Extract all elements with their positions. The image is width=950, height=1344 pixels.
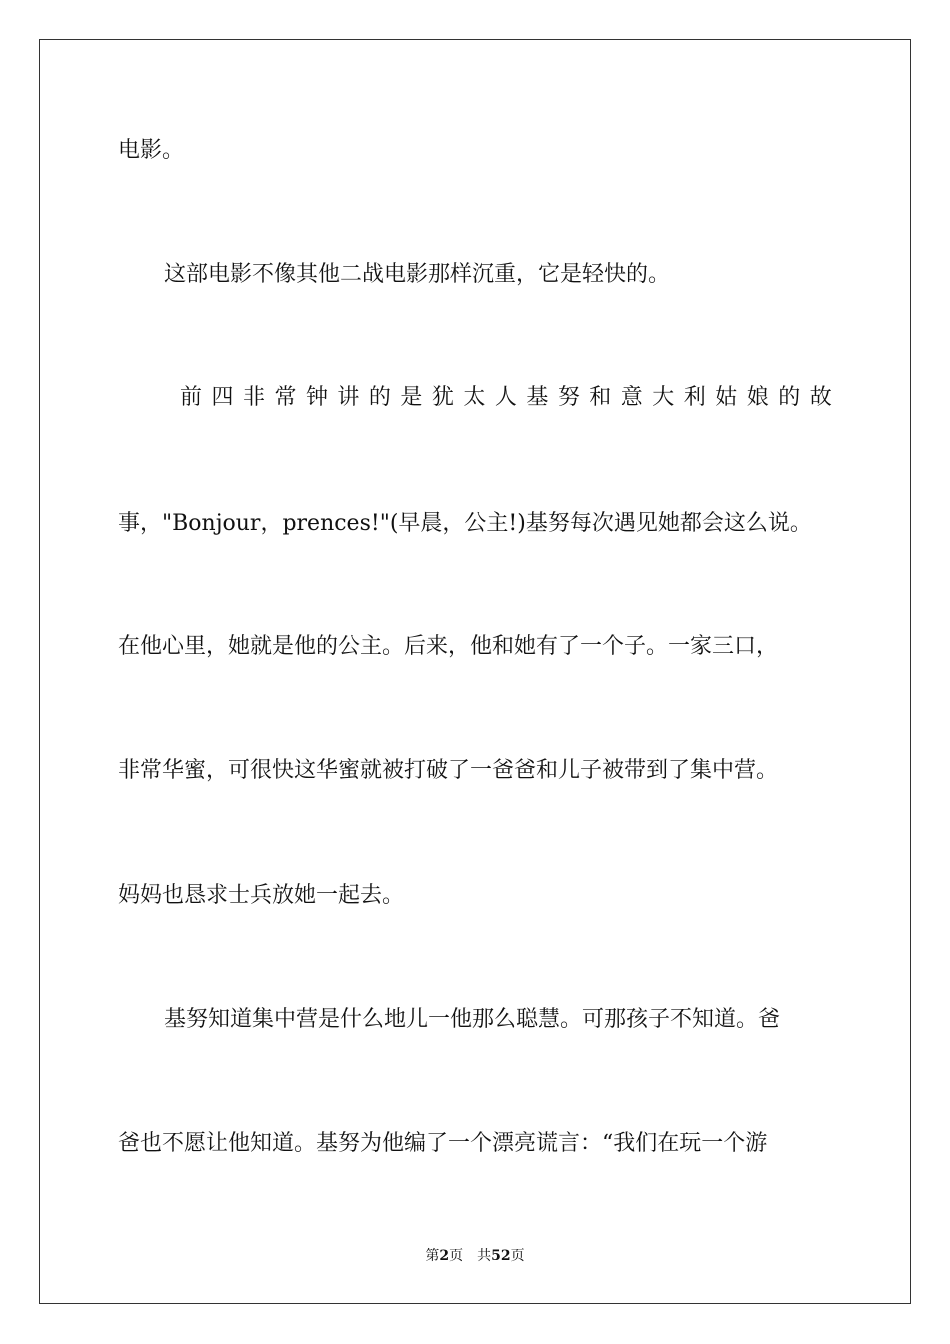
text-line-8: 基努知道集中营是什么地儿一他那么聪慧。可那孩子不知道。爸 — [164, 1007, 781, 1032]
text-line-7: 妈妈也恳求士兵放她一起去。 — [118, 883, 405, 908]
text-char: 和 — [589, 385, 612, 410]
text-line-2: 这部电影不像其他二战电影那样沉重，它是轻快的。 — [164, 262, 671, 287]
text-char: 非 — [242, 385, 265, 410]
page-suffix: 页 — [449, 1248, 464, 1264]
text-line-1: 电影。 — [118, 138, 185, 163]
text-char: 讲 — [337, 385, 360, 410]
text-char: 前 — [180, 385, 203, 410]
text-line-9: 爸也不愿让他知道。基努为他编了一个漂亮谎言：“我们在玩一个游 — [118, 1131, 768, 1156]
text-char: 大 — [652, 385, 675, 410]
text-char: 常 — [274, 385, 297, 410]
text-char: 利 — [683, 385, 706, 410]
text-char: 姑 — [715, 385, 738, 410]
text-char: 是 — [400, 385, 423, 410]
page-footer — [0, 1247, 950, 1265]
total-pages: 52 — [491, 1248, 511, 1264]
total-suffix: 页 — [510, 1248, 525, 1264]
text-char: 四 — [211, 385, 234, 410]
text-line-6: 非常华蜜，可很快这华蜜就被打破了一爸爸和儿子被带到了集中营。 — [118, 758, 779, 783]
text-line-3 — [180, 383, 832, 413]
text-char: 的 — [368, 385, 391, 410]
text-line-4: 事，"Bonjour，prences!"(早晨，公主!)基努每次遇见她都会这么说。 — [118, 511, 812, 536]
text-char: 犹 — [431, 385, 454, 410]
text-char: 钟 — [305, 385, 328, 410]
text-char: 基 — [526, 385, 549, 410]
text-char: 太 — [463, 385, 486, 410]
page-prefix: 第 — [425, 1248, 440, 1264]
total-prefix: 共 — [477, 1248, 492, 1264]
text-char: 的 — [778, 385, 801, 410]
page-border — [39, 39, 911, 1304]
text-char: 意 — [620, 385, 643, 410]
text-char: 娘 — [746, 385, 769, 410]
text-char: 故 — [809, 385, 832, 410]
page-number: 2 — [439, 1248, 450, 1264]
text-char: 人 — [494, 385, 517, 410]
text-char: 努 — [557, 385, 580, 410]
text-line-5: 在他心里，她就是他的公主。后来，他和她有了一个子。一家三口， — [118, 634, 779, 659]
